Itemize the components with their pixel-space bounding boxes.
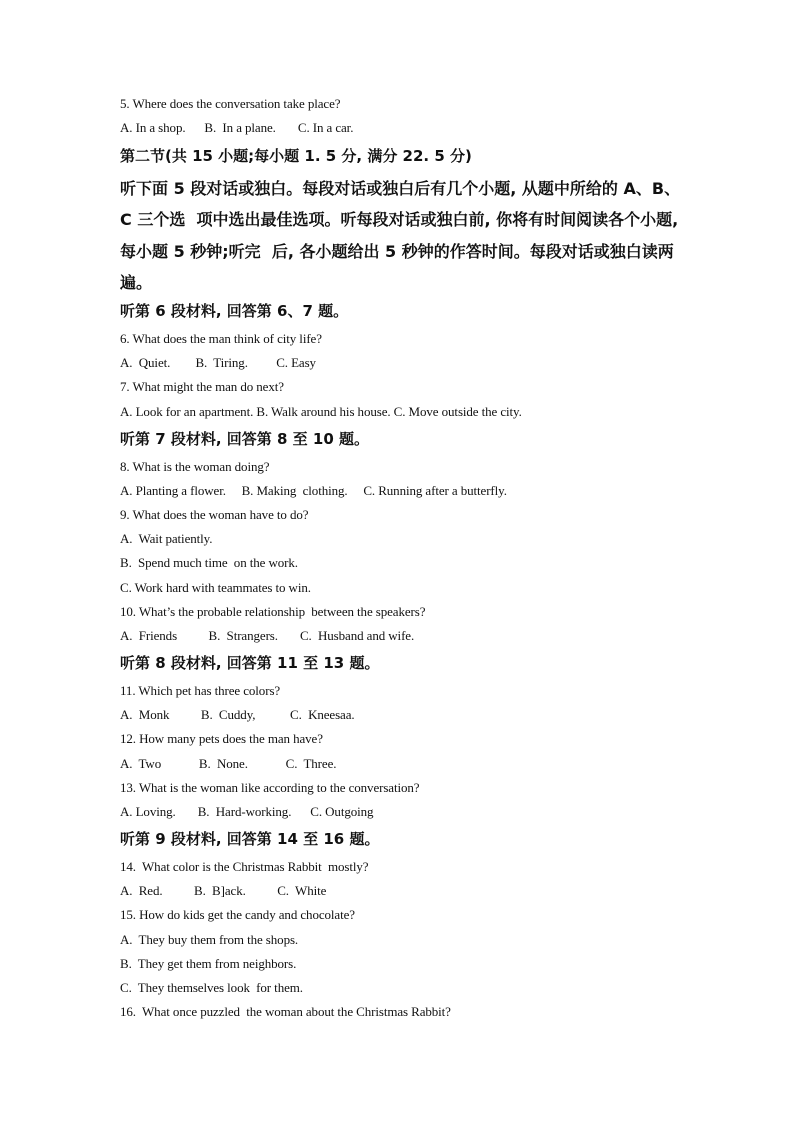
question-15-option-c: C. They themselves look for them. bbox=[120, 980, 303, 995]
question-7: 7. What might the man do next? bbox=[120, 379, 284, 394]
question-12-options: A. Two B. None. C. Three. bbox=[120, 756, 337, 771]
question-8: 8. What is the woman doing? bbox=[120, 459, 270, 474]
question-10: 10. What’s the probable relationship between the speakers? bbox=[120, 604, 426, 619]
instructions-line-3: 每小题 5 秒钟;听完 后, 各小题给出 5 秒钟的作答时间。每段对话或独白读两 bbox=[120, 242, 674, 261]
question-9: 9. What does the woman have to do? bbox=[120, 507, 309, 522]
question-6-options: A. Quiet. B. Tiring. C. Easy bbox=[120, 355, 316, 370]
instructions-line-1: 听下面 5 段对话或独白。每段对话或独白后有几个小题, 从题中所给的 A、B、 bbox=[120, 179, 681, 198]
section-2-heading: 第二节(共 15 小题;每小题 1. 5 分, 满分 22. 5 分) bbox=[120, 147, 472, 165]
question-13-options: A. Loving. B. Hard-working. C. Outgoing bbox=[120, 804, 374, 819]
passage-9-heading: 听第 9 段材料, 回答第 14 至 16 题。 bbox=[120, 830, 380, 848]
question-14: 14. What color is the Christmas Rabbit mostly? bbox=[120, 859, 369, 874]
passage-6-heading: 听第 6 段材料, 回答第 6、7 题。 bbox=[120, 302, 349, 320]
question-9-option-b: B. Spend much time on the work. bbox=[120, 555, 298, 570]
question-11: 11. Which pet has three colors? bbox=[120, 683, 281, 698]
question-13: 13. What is the woman like according to the conversation? bbox=[120, 780, 420, 795]
question-8-options: A. Planting a flower. B. Making clothing. C. Running after a butterfly. bbox=[120, 483, 507, 498]
question-12: 12. How many pets does the man have? bbox=[120, 731, 323, 746]
question-16: 16. What once puzzled the woman about the Christmas Rabbit? bbox=[120, 1004, 451, 1019]
question-9-option-c: C. Work hard with teammates to win. bbox=[120, 580, 311, 595]
question-5: 5. Where does the conversation take place? bbox=[120, 96, 341, 111]
question-14-options: A. Red. B. B]ack. C. White bbox=[120, 883, 327, 898]
question-10-options: A. Friends B. Strangers. C. Husband and wife. bbox=[120, 628, 415, 643]
question-15: 15. How do kids get the candy and chocolate? bbox=[120, 907, 355, 922]
instructions-line-4: 遍。 bbox=[120, 273, 153, 292]
question-11-options: A. Monk B. Cuddy, C. Kneesaa. bbox=[120, 707, 355, 722]
instructions-line-2: C 三个选 项中选出最佳选项。听每段对话或独白前, 你将有时间阅读各个小题, bbox=[120, 210, 679, 229]
question-5-options: A. In a shop. B. In a plane. C. In a car. bbox=[120, 120, 354, 135]
passage-8-heading: 听第 8 段材料, 回答第 11 至 13 题。 bbox=[120, 654, 380, 672]
question-15-option-a: A. They buy them from the shops. bbox=[120, 932, 299, 947]
question-9-option-a: A. Wait patiently. bbox=[120, 531, 213, 546]
question-7-options: A. Look for an apartment. B. Walk around his house. C. Move outside the city. bbox=[120, 404, 522, 419]
passage-7-heading: 听第 7 段材料, 回答第 8 至 10 题。 bbox=[120, 430, 370, 448]
question-15-option-b: B. They get them from neighbors. bbox=[120, 956, 297, 971]
question-6: 6. What does the man think of city life? bbox=[120, 331, 322, 346]
